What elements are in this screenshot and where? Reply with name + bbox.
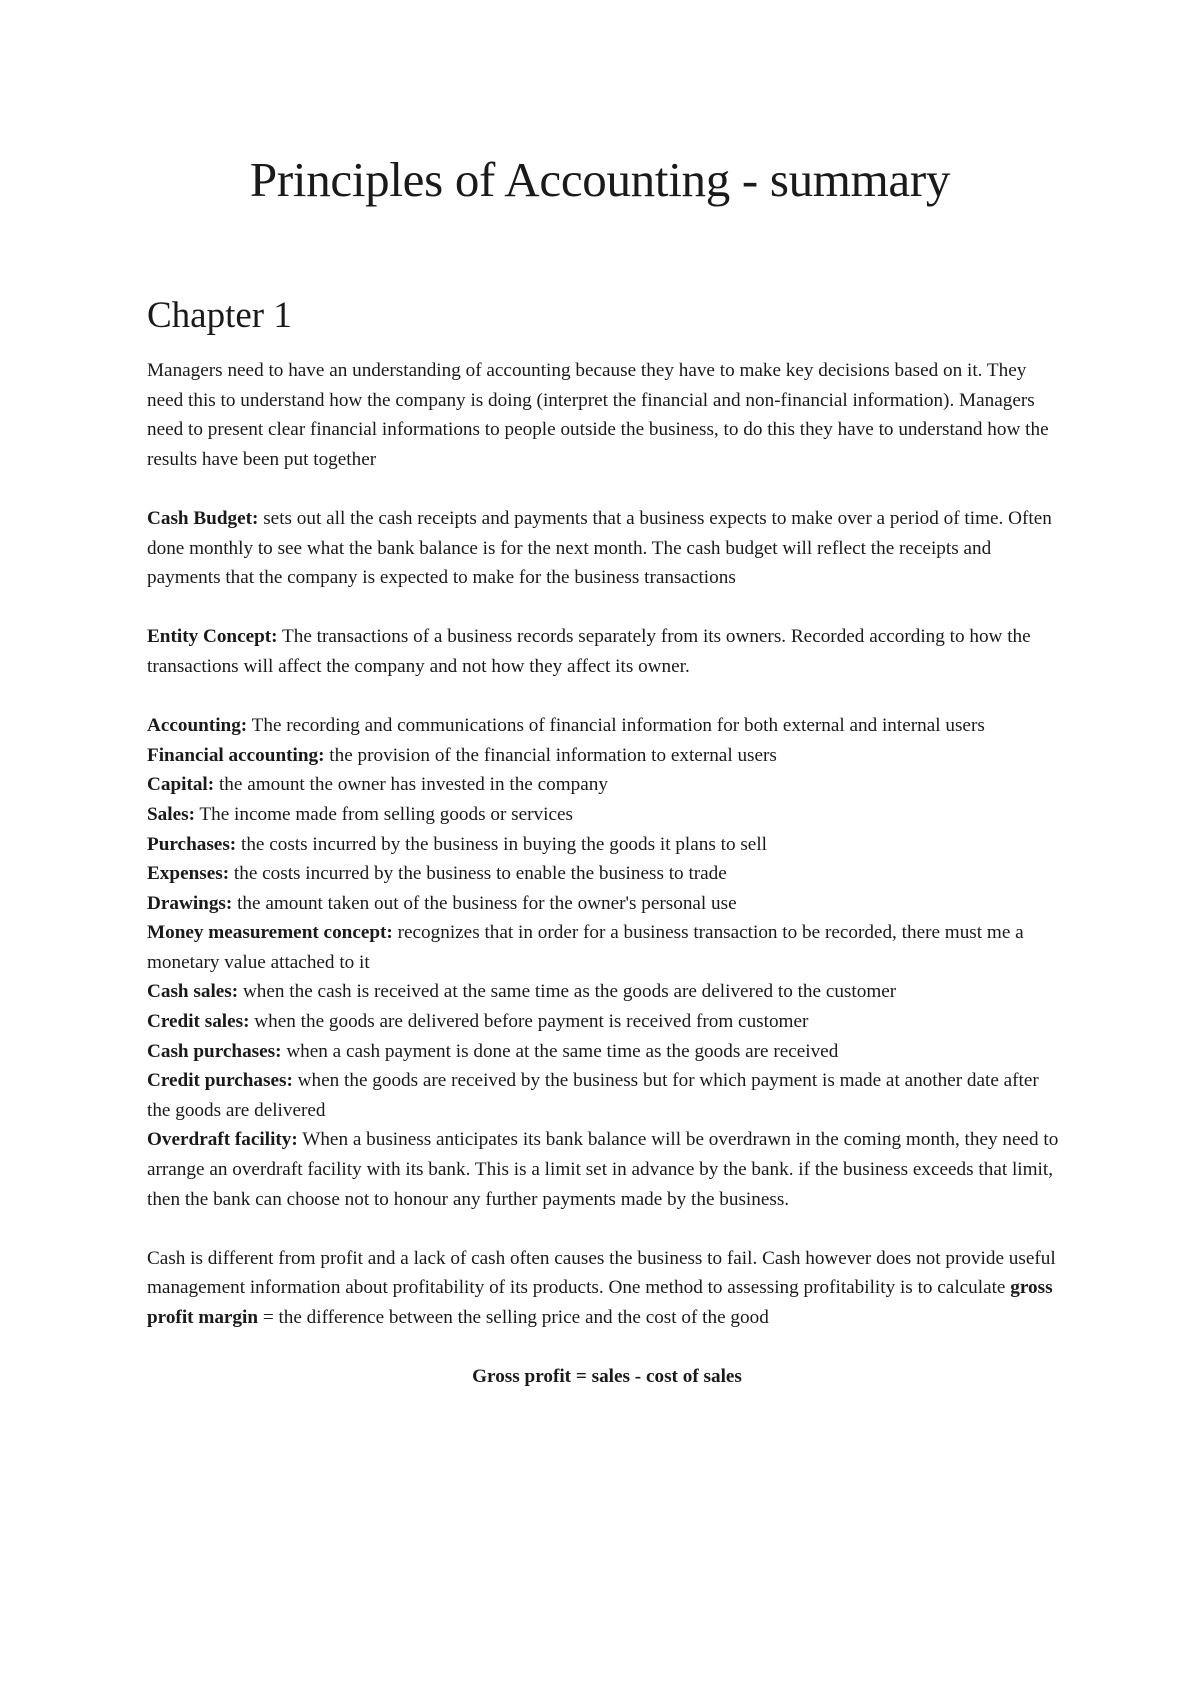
definition-expenses xyxy=(147,859,1067,889)
definition-text: when the goods are delivered before payment is received from customer xyxy=(249,1011,809,1033)
definition-text: the amount the owner has invested in the company xyxy=(214,774,608,796)
definition-text: recognizes that in order for a business transaction to be recorded, there must me a monetary value attached to it xyxy=(147,922,1024,973)
definition-term: Expenses: xyxy=(147,863,230,885)
definition-term: Financial accounting: xyxy=(147,744,325,766)
chapter-heading: Chapter 1 xyxy=(147,295,292,336)
document-title: Principles of Accounting - summary xyxy=(249,152,951,207)
definition-term: Sales: xyxy=(147,803,195,825)
definition-text: when the goods are received by the business but for which payment is made at another date after the goods are delivered xyxy=(147,1070,1039,1121)
definition-text: the provision of the financial information to external users xyxy=(324,744,777,766)
definition-term: Drawings: xyxy=(147,892,233,914)
intro-paragraph: Managers need to have an understanding of accounting because they have to make key decisions based on it. They need this to understand how the company is doing (interpret the financial and non-financial information). Managers need to present clear financial informations to people outside the business, to do this they have to understand how the results have been put together xyxy=(147,360,1049,470)
definition-overdraft-facility xyxy=(147,1125,1067,1214)
definition-credit-purchases xyxy=(147,1066,1067,1125)
definition-term: Cash purchases: xyxy=(147,1040,282,1062)
definition-cash-purchases xyxy=(147,1037,1067,1067)
definition-term: Purchases: xyxy=(147,833,237,855)
definition-text: when the cash is received at the same time as the goods are delivered to the customer xyxy=(238,981,897,1003)
definition-term: Accounting: xyxy=(147,715,248,737)
cash-budget-paragraph xyxy=(147,504,1067,593)
gross-profit-formula: Gross profit = sales - cost of sales xyxy=(472,1366,742,1388)
definition-credit-sales xyxy=(147,1007,1067,1037)
definition-text: the costs incurred by the business to enable the business to trade xyxy=(229,863,727,885)
definitions-list xyxy=(147,711,1067,1214)
definition-term: Credit sales: xyxy=(147,1011,250,1033)
definition-text: sets out all the cash receipts and payments that a business expects to make over a period of time. Often done monthly to see what the bank balance is for the next month. The cash budget will reflect the receipts and payments that the company is expected to make for the business transactions xyxy=(147,507,1052,589)
cash-profit-paragraph xyxy=(147,1244,1067,1333)
definition-purchases xyxy=(147,830,1067,860)
definition-term: Cash sales: xyxy=(147,981,239,1003)
definition-text: The recording and communications of financial information for both external and internal users xyxy=(247,715,985,737)
definition-financial-accounting xyxy=(147,741,1067,771)
definition-text: when a cash payment is done at the same time as the goods are received xyxy=(281,1040,839,1062)
entity-concept-paragraph xyxy=(147,622,1067,681)
definition-sales xyxy=(147,800,1067,830)
definition-text: The income made from selling goods or services xyxy=(194,803,573,825)
definition-term: Overdraft facility: xyxy=(147,1129,298,1151)
paragraph-text: = the difference between the selling price and the cost of the good xyxy=(258,1307,769,1328)
definition-text: When a business anticipates its bank balance will be overdrawn in the coming month, they need to arrange an overdraft facility with its bank. This is a limit set in advance by the bank. if the business exceeds that limit, then the bank can choose not to honour any further payments made by the business. xyxy=(147,1129,1059,1210)
definition-accounting xyxy=(147,711,1067,741)
definition-money-measurement-concept xyxy=(147,918,1067,977)
definition-drawings xyxy=(147,889,1067,919)
definition-text: the costs incurred by the business in buying the goods it plans to sell xyxy=(236,833,767,855)
definition-cash-sales xyxy=(147,977,1067,1007)
definition-capital xyxy=(147,770,1067,800)
definition-term: Cash Budget: xyxy=(147,507,259,529)
definition-term: Entity Concept: xyxy=(147,626,278,648)
paragraph-text: Cash is different from profit and a lack of cash often causes the business to fail. Cash however does not provide useful management information about profitability of its products. One method to assessing profitability is to calculate xyxy=(147,1247,1056,1299)
definition-text: the amount taken out of the business for the owner's personal use xyxy=(232,892,737,914)
definition-text: The transactions of a business records separately from its owners. Recorded according to how the transactions will affect the company and not how they affect its owner. xyxy=(147,626,1031,677)
definition-term: Money measurement concept: xyxy=(147,922,393,944)
document-body xyxy=(147,356,1067,1392)
gross-profit-margin-term: gross profit margin xyxy=(147,1277,1053,1328)
definition-term: Credit purchases: xyxy=(147,1070,293,1092)
definition-term: Capital: xyxy=(147,774,215,796)
